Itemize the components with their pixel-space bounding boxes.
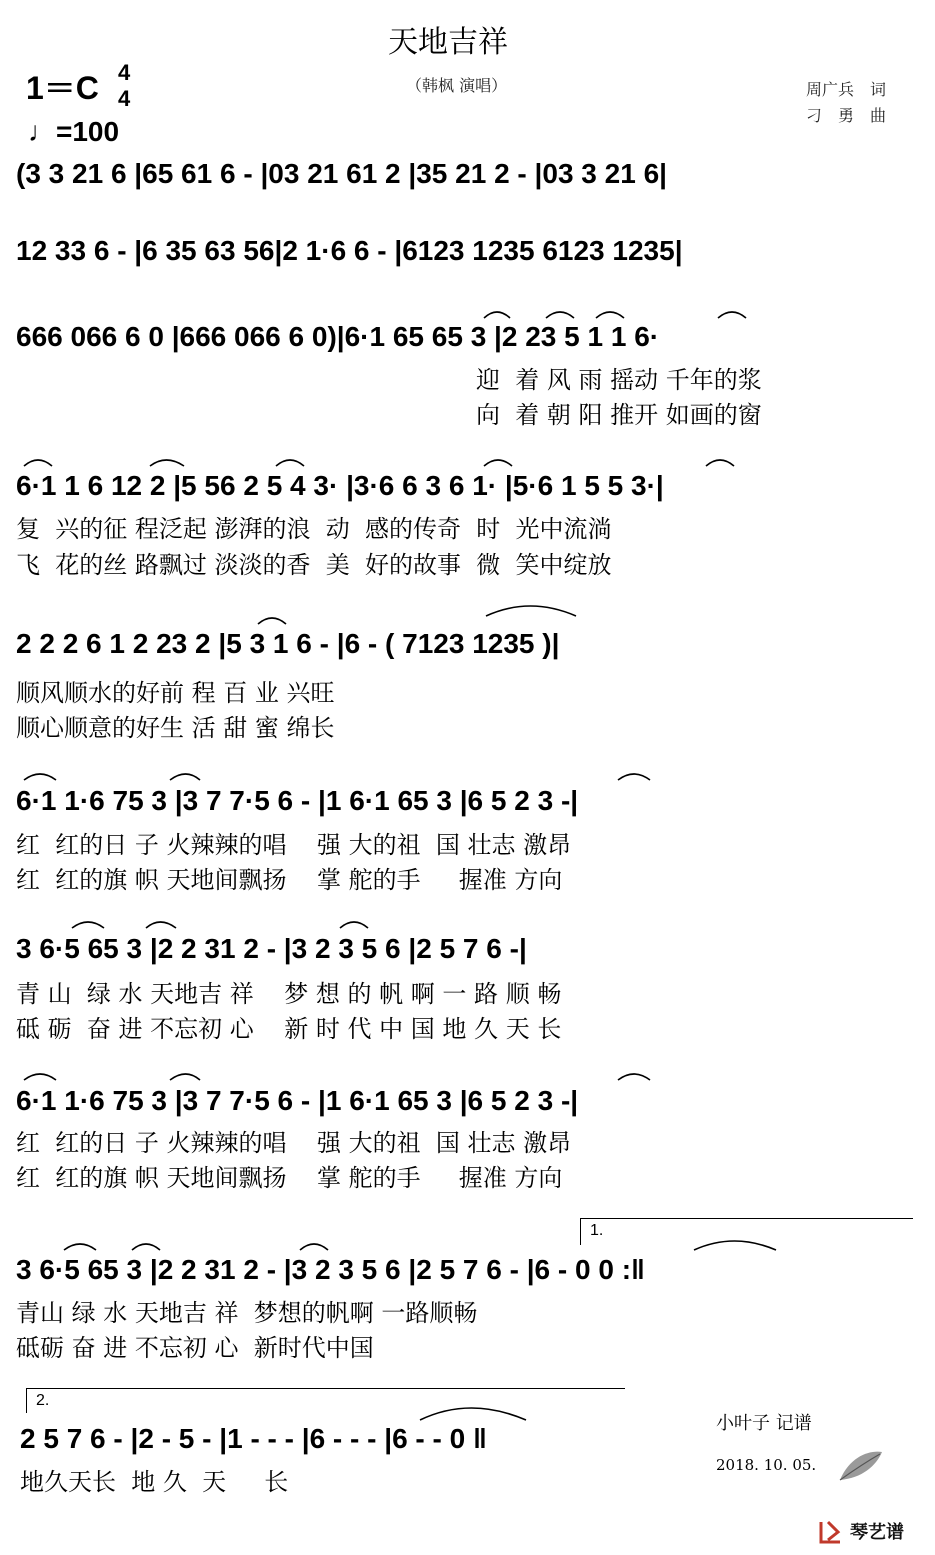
system-8-notes: 6·1 1·6 75 3 |3 7 7·5 6 - |1 6·1 65 3 |6 5 2 3 -|: [16, 1085, 579, 1116]
system-10-lyric-1: 地久天长 地 久 天 长: [20, 1468, 289, 1496]
watermark-text: 琴艺谱: [850, 1522, 904, 1543]
system-4-lyric-2: 飞 花的丝 路飘过 淡淡的香 美 好的故事 微 笑中绽放: [16, 551, 612, 579]
system-3-notes: 666 066 6 0 |666 066 6 0)|6·1 65 65 3 |2 23 5 1 1 6·: [16, 321, 660, 352]
system-9-lyric-2: 砥砺 奋 进 不忘初 心 新时代中国: [16, 1334, 374, 1362]
tempo-marking: ♩=100: [28, 116, 120, 147]
system-5-lyric-1: 顺风顺水的好前 程 百 业 兴旺: [16, 679, 335, 707]
system-5-lyric-2: 顺心顺意的好生 活 甜 蜜 绵长: [16, 714, 335, 742]
lyricist-credit: 周广兵 词: [806, 80, 887, 99]
song-title: 天地吉祥: [388, 25, 508, 60]
system-10-notes: 2 5 7 6 - |2 - 5 - |1 - - - |6 - - - |6 - - 0 ‖: [20, 1423, 487, 1454]
system-9-lyric-1: 青山 绿 水 天地吉 祥 梦想的帆啊 一路顺畅: [16, 1299, 478, 1327]
system-6-notes: 6·1 1·6 75 3 |3 7 7·5 6 - |1 6·1 65 3 |6 5 2 3 -|: [16, 785, 579, 816]
composer-credit: 刁 勇 曲: [806, 106, 887, 125]
system-7-lyric-1: 青 山 绿 水 天地吉 祥 梦 想 的 帆 啊 一 路 顺 畅: [16, 980, 562, 1008]
system-3-lyric-2: 向 着 朝 阳 推开 如画的窗: [476, 401, 762, 429]
volta-1-label: 1.: [590, 1222, 604, 1239]
system-2-notes: 12 33 6 - |6 35 63 56|2 1·6 6 - |6123 1235 6123 1235|: [16, 235, 683, 266]
system-3-lyric-1: 迎 着 风 雨 摇动 千年的浆: [476, 366, 762, 394]
system-7-notes: 3 6·5 65 3 |2 2 31 2 - |3 2 3 5 6 |2 5 7 6 -|: [16, 933, 527, 964]
system-6-lyric-1: 红 红的日 子 火辣辣的唱 强 大的祖 国 壮志 激昂: [16, 831, 572, 859]
system-6-lyric-2: 红 红的旗 帜 天地间飘扬 掌 舵的手 握准 方向: [16, 866, 563, 894]
system-4-lyric-1: 复 兴的征 程泛起 澎湃的浪 动 感的传奇 时 光中流淌: [16, 515, 612, 543]
system-8-lyric-2: 红 红的旗 帜 天地间飘扬 掌 舵的手 握准 方向: [16, 1164, 563, 1192]
time-sig-top: 4: [118, 60, 131, 85]
system-5-notes: 2 2 2 6 1 2 23 2 |5 3 1 6 - |6 - ( 7123 1235 )|: [16, 628, 560, 659]
system-7-lyric-2: 砥 砺 奋 进 不忘初 心 新 时 代 中 国 地 久 天 长: [16, 1015, 562, 1043]
system-4-notes: 6·1 1 6 12 2 |5 56 2 5 4 3· |3·6 6 3 6 1· |5·6 1 5 5 3·|: [16, 470, 664, 501]
system-1-notes: (3 3 21 6 |65 61 6 - |03 21 61 2 |35 21 2 - |03 3 21 6|: [16, 158, 667, 189]
time-sig-bottom: 4: [118, 86, 131, 111]
transcription-date: 2018. 10. 05.: [716, 1456, 817, 1474]
transcriber-credit: 小叶子 记谱: [716, 1413, 812, 1434]
volta-2-label: 2.: [36, 1392, 50, 1409]
performer-credit: （韩枫 演唱）: [406, 76, 508, 95]
system-8-lyric-1: 红 红的日 子 火辣辣的唱 强 大的祖 国 壮志 激昂: [16, 1129, 572, 1157]
system-9-notes: 3 6·5 65 3 |2 2 31 2 - |3 2 3 5 6 |2 5 7 6 - |6 - 0 0 :‖: [16, 1254, 645, 1285]
key-signature: 1＝C: [26, 70, 99, 106]
